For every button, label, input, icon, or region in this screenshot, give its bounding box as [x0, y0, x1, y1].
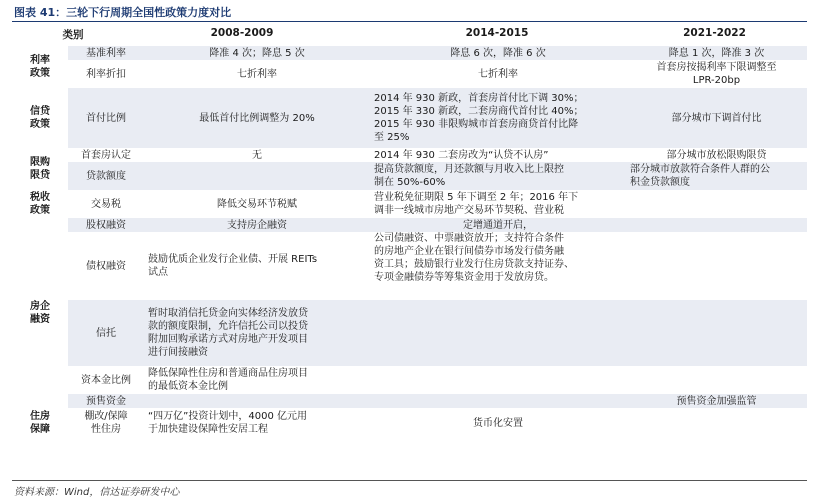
cell: [626, 300, 807, 366]
table-row: [12, 60, 807, 88]
cell: 降低交易环节税赋: [217, 198, 297, 210]
cell: 首套房按揭利率下限调整至 LPR-20bp: [656, 62, 777, 86]
header-2021: 2021-2022: [683, 27, 746, 39]
cell: 2014 年 930 新政，首套房首付比下调 30%； 2015 年 330 新政，二套房商代首付比 40%； 2015 年 930 非限购城市首套房商贷首付比降 至 25%: [370, 88, 626, 148]
cell: 部分城市放款符合条件人群的公 积金贷款额度: [626, 162, 807, 190]
category-housing-security: 住房 保障: [30, 411, 50, 435]
row-label: 贷款额度: [68, 162, 144, 190]
table-row: [12, 46, 807, 60]
cell: 营业税免征期限 5 年下调至 2 年；2016 年下 调非一线城市房地产交易环节契税、营业税: [374, 192, 579, 216]
table-row: [12, 218, 807, 232]
category-purchase-limit: 限购 限贷: [30, 157, 50, 181]
cell: [144, 162, 370, 190]
row-label: 信托: [68, 300, 144, 366]
cell: 2014 年 930 二套房改为“认贷不认房”: [374, 149, 549, 161]
header-category: 类别: [62, 29, 84, 41]
cell: 降低保障性住房和普通商品住房项目 的最低资本金比例: [148, 368, 308, 392]
category-financing: 房企 融资: [12, 218, 68, 408]
table-row: [12, 408, 807, 438]
row-label: 预售资金: [68, 394, 144, 408]
cell: 部分城市下调首付比: [626, 88, 807, 148]
category-credit: 信贷 政策: [12, 88, 68, 148]
header-2008: 2008-2009: [210, 27, 274, 39]
cell: 提高贷款额度，月还款额与月收入比上限控 制在 50%-60%: [370, 162, 626, 190]
table-row: [12, 88, 807, 148]
cell: [370, 394, 626, 408]
cell: 七折利率: [237, 68, 277, 80]
cell: [370, 366, 626, 394]
source-note: 资料来源：Wind，信达证券研发中心: [14, 487, 180, 498]
cell: [626, 366, 807, 394]
cell: 公司债融资、中票融资放开；支持符合条件 的房地产企业在银行间债券市场发行债务融 资工具；鼓励银行业发行住房贷款支持证券、 专项金融债券等筹集资金用于发放房贷。: [374, 233, 574, 283]
row-label: 交易税: [91, 198, 121, 210]
table-row: [12, 232, 807, 300]
cell: 无: [252, 149, 262, 161]
cell: 最低首付比例调整为 20%: [144, 88, 370, 148]
row-label: 利率折扣: [86, 68, 126, 80]
row-label: 资本金比例: [81, 374, 131, 386]
table-row: [12, 300, 807, 366]
cell: 部分城市放松限购限贷: [666, 149, 767, 161]
cell: [370, 300, 626, 366]
table-row: [12, 190, 807, 218]
cell: 七折利率: [478, 68, 518, 80]
cell: “四万亿”投资计划中，4000 亿元用 于加快建设保障性安居工程: [148, 411, 307, 435]
bottom-rule: [12, 480, 807, 481]
row-label: 债权融资: [86, 260, 126, 272]
table-row: [12, 148, 807, 162]
cell: [626, 218, 807, 232]
row-label: 基准利率: [68, 46, 144, 60]
header-2014: 2014-2015: [465, 27, 529, 39]
cell: 货币化安置: [473, 417, 523, 429]
table-row: [12, 162, 807, 190]
cell: 支持房企融资: [144, 218, 370, 232]
table-header: [12, 21, 807, 47]
policy-comparison-table: [12, 46, 807, 438]
cell: 暂时取消信托贷金向实体经济发放贷 款的额度限制，允许信托公司以投贷 附加回购承诺方式对房地产开发项目 进行间接融资: [144, 300, 370, 366]
row-label: 首套房认定: [81, 149, 131, 161]
cell: 鼓励优质企业发行企业债、开展 REITs 试点: [148, 254, 318, 278]
row-label: 首付比例: [68, 88, 144, 148]
cell: 预售资金加强监管: [626, 394, 807, 408]
category-rate: 利率 政策: [12, 46, 68, 88]
cell: 降息 6 次，降准 6 次: [370, 46, 626, 60]
table-row: [12, 366, 807, 394]
cell: 降准 4 次；降息 5 次: [144, 46, 370, 60]
cell: [626, 408, 807, 438]
figure-title: 图表 41：三轮下行周期全国性政策力度对比: [14, 6, 232, 19]
cell: 降息 1 次，降准 3 次: [626, 46, 807, 60]
cell: 定增通道开启，: [370, 218, 626, 232]
row-label: 股权融资: [68, 218, 144, 232]
table-row: [12, 394, 807, 408]
cell: [626, 232, 807, 300]
cell: [144, 394, 370, 408]
row-label: 棚改/保障 性住房: [84, 411, 128, 435]
cell: [626, 190, 807, 218]
category-tax: 税收 政策: [30, 192, 50, 216]
